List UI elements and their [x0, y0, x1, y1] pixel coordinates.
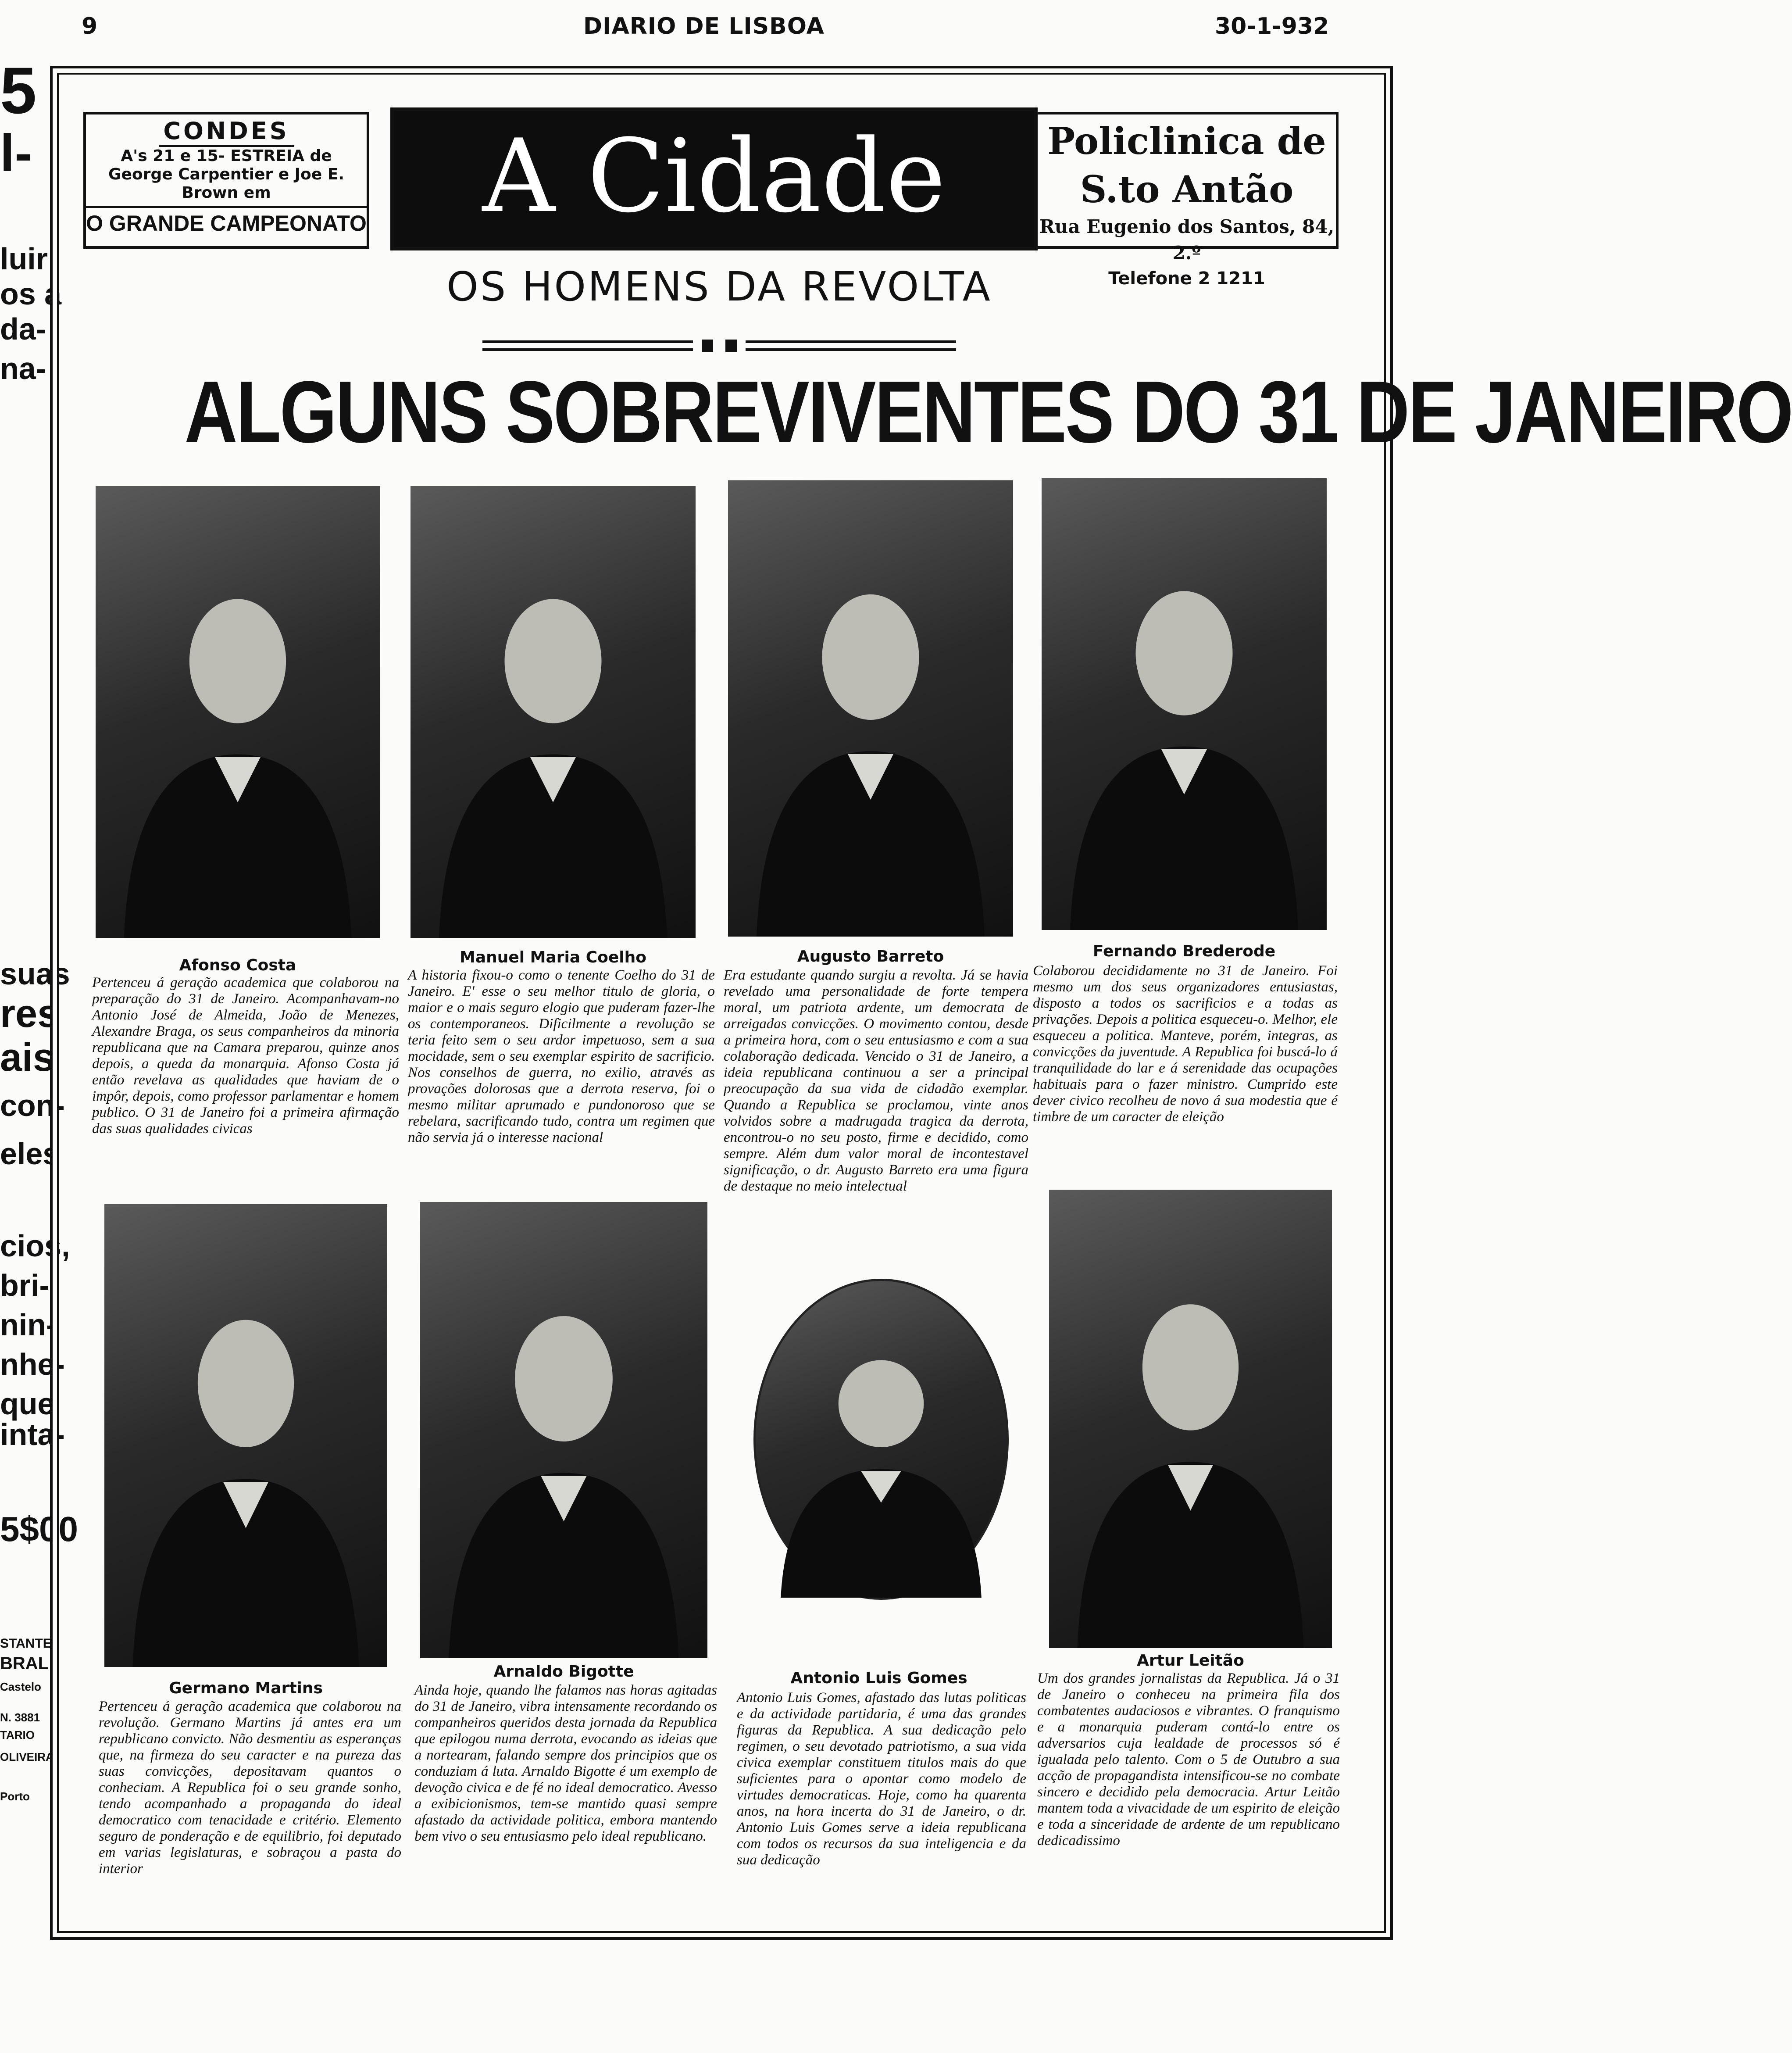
- strip-text: l-: [0, 124, 32, 182]
- portrait-silhouette: [1049, 1190, 1332, 1648]
- portrait-face: [198, 1320, 294, 1447]
- strip-text: nhe-: [0, 1347, 65, 1381]
- portrait-bio: Um dos grandes jornalistas da Republica. Já o 31 de Janeiro o conheceu na primeira fila dos combatentes audaciosos e vibrantes. O franquismo e a monarquia puderam contá-lo entre os adversarios cuja lealdade de processos só é igualada pelo talento. Com o 5 de Outubro a sua acção de propagandista intensificou-se no combate sincero e decidido pela democracia. Artur Leitão mantem toda a vivacidade de um espirito de eleição e toda a sinceridade de ardente de um republicano dedicadissimo: [1037, 1670, 1340, 1849]
- portrait-name: Manuel Maria Coelho: [460, 948, 646, 966]
- newspaper-name: DIARIO DE LISBOA: [583, 13, 825, 39]
- kicker: OS HOMENS DA REVOLTA: [446, 263, 992, 310]
- portrait-photo: [411, 486, 696, 938]
- strip-text: res: [0, 992, 60, 1036]
- portrait-name: Germano Martins: [169, 1679, 323, 1697]
- section-masthead: [390, 107, 1038, 250]
- portrait-face: [1136, 591, 1233, 715]
- ad-policlinica-address: Rua Eugenio dos Santos, 84, 2.º: [1039, 216, 1335, 264]
- strip-text: 5$00: [0, 1509, 78, 1549]
- strip-text: STANTE: [0, 1636, 52, 1651]
- masthead-title: A Cidade: [482, 118, 946, 235]
- portrait-name: Fernando Brederode: [1092, 942, 1276, 960]
- portrait-silhouette: [96, 486, 380, 938]
- strip-text: cios,: [0, 1229, 70, 1263]
- strip-text: TARIO: [0, 1728, 35, 1742]
- portrait-face: [515, 1316, 613, 1441]
- portrait-photo: [753, 1279, 1009, 1600]
- portrait-name: Artur Leitão: [1137, 1652, 1244, 1670]
- ad-condes-line: Brown em: [182, 184, 271, 202]
- adjacent-page-strip-lower: [0, 1228, 78, 1886]
- strip-text: Castelo: [0, 1680, 41, 1693]
- strip-text: luir: [0, 242, 48, 276]
- strip-text: que: [0, 1387, 55, 1421]
- strip-text: BRAL: [0, 1654, 49, 1673]
- strip-text: N. 3881: [0, 1711, 40, 1724]
- strip-text: eles: [0, 1137, 60, 1171]
- portrait-name: Augusto Barreto: [797, 948, 944, 966]
- portrait-face: [1142, 1304, 1239, 1430]
- ad-condes-line: George Carpentier e Joe E.: [108, 165, 344, 183]
- ad-condes-feature: O GRANDE CAMPEONATO: [86, 206, 367, 236]
- portrait-bio: A historia fixou-o como o tenente Coelho do 31 de Janeiro. E' esse o seu melhor titulo de gloria, o maior e o mais seguro elogio que puderam fazer-lhe os contemporaneos. Dificilmente a revolução se teria feito sem o seu ardor impetuoso, sem a sua mocidade, sem o seu exemplar espirito de sacrificio. Nos conselhos de guerra, no exilio, através as provações dolorosas que a derrota reserva, foi o mesmo militar aprumado e pundonoroso que se rebelara, sacrificando tudo, contra um regimen que não servia já o interesse nacional: [408, 967, 715, 1145]
- strip-text: da-: [0, 312, 46, 346]
- ad-condes-line: A's 21 e 15- ESTREIA de: [121, 147, 332, 165]
- portrait-bio: Ainda hoje, quando lhe falamos nas horas agitadas do 31 de Janeiro, vibra intensamente recordando os companheiros queridos desta jornada da Republica que epilogou numa derrota, evocando as ideias que a nortearam, falando sempre dos principios que os conduziam á luta. Arnaldo Bigotte é um exemplo de devoção civica e de fé no ideal democratico. Avesso a exibicionismos, tem-se mantido quasi sempre afastado da actividade politica, embora mantendo bem vivo o seu entusiasmo pelo ideal republicano.: [414, 1682, 717, 1844]
- adjacent-page-strip: [0, 44, 70, 1228]
- portrait-silhouette: [756, 1281, 1007, 1598]
- portrait-silhouette: [728, 480, 1013, 937]
- portrait-face: [189, 599, 286, 723]
- portrait-photo: [104, 1204, 387, 1667]
- strip-text: con-: [0, 1088, 65, 1123]
- portrait-silhouette: [1042, 478, 1327, 930]
- portrait-face: [839, 1360, 924, 1448]
- strip-text: nin-: [0, 1308, 57, 1342]
- portrait-name: Arnaldo Bigotte: [493, 1663, 634, 1681]
- ornament-rule: [482, 338, 956, 355]
- strip-text: Porto: [0, 1790, 30, 1803]
- page-number: 9: [82, 13, 98, 39]
- portrait-bio: Pertenceu á geração academica que colaborou na preparação do 31 de Janeiro. Acompanhavam-no Antonio José de Almeida, João de Menezes, Alexandre Braga, os seus companheiros da minoria republicana que na Camara preparou, quinze anos depois, a queda da monarquia. Afonso Costa já então revelava as qualidades que haviam de o impôr, depois, como professor parlamentar e homem publico. O 31 de Janeiro foi a primeira afirmação das suas qualidades civicas: [92, 975, 399, 1137]
- portrait-bio: Colaborou decididamente no 31 de Janeiro. Foi mesmo um dos seus organizadores entusiastas, disposto a todos os sacrificios e a todas as privações. Depois a politica esqueceu-o. Melhor, ele esqueceu a politica. Manteve, porém, integras, as convicções da juventude. A Republica foi buscá-lo á tranquilidade do lar e á serenidade das ocupações habituais para o fazer ministro. Cumprido este dever civico recolheu de novo á sua modestia que é timbre de um caracter de eleição: [1033, 963, 1338, 1125]
- portrait-bio: Era estudante quando surgiu a revolta. Já se havia revelado uma personalidade de forte tempera moral, um patriota ardente, um democrata de arreigadas convicções. O movimento contou, desde a primeira hora, com o seu entusiasmo e com a sua colaboração dedicada. Vencido o 31 de Janeiro, a ideia republicana continuou a ser a principal preocupação da sua vida de cidadão exemplar. Quando a Republica se proclamou, vinte anos volvidos sobre a madrugada tragica da derrota, encontrou-o no seu posto, firme e decidido, como sempre. Além dum valor moral de incontestavel significação, o dr. Augusto Barreto era uma figura de destaque no meio intelectual: [724, 967, 1028, 1194]
- strip-text: bri-: [0, 1268, 50, 1302]
- strip-text: OLIVEIRA: [0, 1750, 54, 1763]
- portrait-silhouette: [104, 1204, 387, 1667]
- issue-date: 30-1-932: [1215, 13, 1329, 39]
- ad-policlinica-title: Policlinica de S.to Antão: [1047, 119, 1326, 211]
- portrait-name: Afonso Costa: [179, 956, 296, 974]
- portrait-photo: [420, 1202, 707, 1658]
- strip-text: ais: [0, 1036, 55, 1080]
- portrait-face: [505, 599, 602, 723]
- ad-policlinica: [1035, 112, 1339, 289]
- portrait-bio: Antonio Luis Gomes, afastado das lutas politicas e da actividade partidaria, é uma das grandes figuras da Republica. A sua dedicação pelo regimen, o seu devotado patriotismo, a sua vida civica exemplar constituem titulos mais do que suficientes para o apontar como modelo de virtudes democraticas. Hoje, como ha quarenta anos, na hora incerta do 31 de Janeiro, o dr. Antonio Luis Gomes serve a ideia republicana com todos os recursos da sua inteligencia e da sua dedicação: [737, 1690, 1026, 1868]
- strip-text: os a: [0, 277, 62, 311]
- headline: ALGUNS SOBREVIVENTES DO 31 DE JANEIRO: [184, 363, 1792, 461]
- portrait-name: Antonio Luis Gomes: [790, 1669, 967, 1687]
- portrait-photo: [1042, 478, 1327, 930]
- strip-text: suas: [0, 957, 70, 991]
- portrait-silhouette: [420, 1202, 707, 1658]
- portrait-photo: [1049, 1190, 1332, 1648]
- strip-text: 5: [0, 54, 37, 127]
- portrait-bio: Pertenceu á geração academica que colaborou na revolução. Germano Martins já antes era um republicano convicto. Não desmentiu as esperanças que, na firmeza do seu caracter e na pureza das suas convicções, depositavam quantos o conheciam. A Republica foi o seu grande sonho, tendo acompanhado a propaganda do ideal democratico com tenacidade e critério. Elemento seguro de ponderação e de equilibrio, foi deputado em varias legislaturas, e sobraçou a pasta do interior: [99, 1699, 401, 1877]
- portrait-face: [822, 594, 919, 720]
- portrait-photo: [96, 486, 380, 938]
- strip-text: inta-: [0, 1417, 65, 1452]
- ad-condes-title: CONDES: [159, 117, 293, 147]
- portrait-silhouette: [411, 486, 696, 938]
- ad-policlinica-phone: Telefone 2 1211: [1108, 268, 1265, 289]
- ad-condes: [83, 112, 369, 249]
- strip-text: na-: [0, 351, 46, 386]
- portrait-photo: [728, 480, 1013, 937]
